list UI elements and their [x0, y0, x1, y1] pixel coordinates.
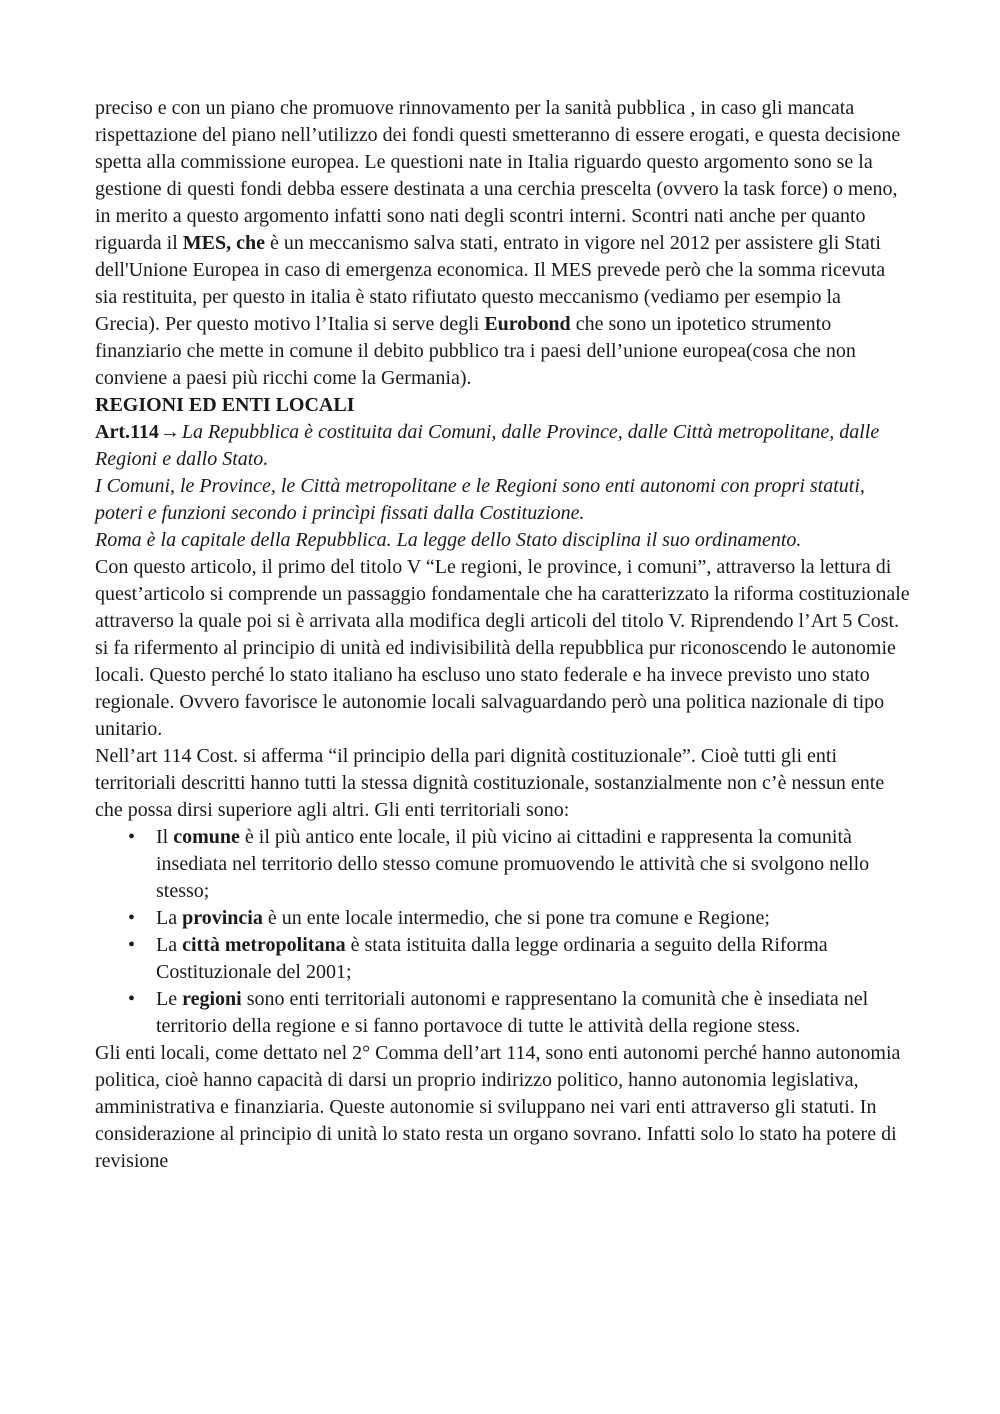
list-item-text: è stata istituita dalla legge ordinaria a seguito della Riforma Costituzionale del 2001; [156, 934, 828, 983]
document-page [95, 95, 910, 1175]
list-item-text: Il [156, 826, 174, 848]
article-114-quote [95, 419, 910, 473]
article-label: Art.114 [95, 421, 159, 443]
bold-term: città metropolitana [182, 934, 346, 956]
list-item-text: Le [156, 988, 183, 1010]
article-text-line1: La Repubblica è costituita dai Comuni, dalle Province, dalle Città metropolitane, dalle Regioni e dallo Stato. [95, 421, 880, 470]
paragraph-pari-dignita: Nell’art 114 Cost. si afferma “il principio della pari dignità costituzionale”. Cioè tutti gli enti territoriali descritti hanno tutti la stessa dignità costituzionale, sostanzialmente non c’è nessun ente che possa dirsi superiore agli altri. Gli enti territoriali sono: [95, 745, 885, 821]
bold-term: regioni [182, 988, 242, 1010]
list-item-text: La [156, 907, 183, 929]
list-item-regioni [128, 986, 910, 1040]
article-text-line2: I Comuni, le Province, le Città metropolitane e le Regioni sono enti autonomi con propri statuti, poteri e funzioni secondo i princìpi fissati dalla Costituzione. [95, 475, 865, 524]
list-item-citta-metropolitana [128, 932, 910, 986]
list-item-provincia [128, 905, 910, 932]
bold-term: provincia [182, 907, 263, 929]
article-text-line3: Roma è la capitale della Repubblica. La legge dello Stato disciplina il suo ordinamento. [95, 529, 802, 551]
list-item-text: è il più antico ente locale, il più vicino ai cittadini e rappresenta la comunità insediata nel territorio dello stesso comune promuovendo le attività che si svolgono nello stesso; [156, 826, 870, 902]
paragraph-autonomie: Gli enti locali, come dettato nel 2° Comma dell’art 114, sono enti autonomi perché hanno autonomia politica, cioè hanno capacità di darsi un proprio indirizzo politico, hanno autonomia legislativa, amministrativa e finanziaria. Queste autonomie si sviluppano nei vari enti attraverso gli statuti. In considerazione al principio di unità lo stato resta un organo sovrano. Infatti solo lo stato ha potere di revisione [95, 1042, 901, 1172]
paragraph-recovery-fund [95, 95, 910, 392]
paragraph-text: che sono un ipotetico strumento finanziario che mette in comune il debito pubblico tra i paesi dell’unione europea(cosa che non conviene a paesi più ricchi come la Germania). [95, 313, 856, 389]
bold-term-eurobond: Eurobond [484, 313, 571, 335]
bullet-icon: • [128, 907, 136, 929]
paragraph-text: preciso e con un piano che promuove rinnovamento per la sanità pubblica , in caso gli mancata rispettazione del piano nell’utilizzo dei fondi questi smetteranno di essere erogati, e questa decisione spetta alla commissione europea. Le questioni nate in Italia riguardo questo argomento sono se la gestione di questi fondi debba essere destinata a una cerchia prescelta (ovvero la task force) o meno, in merito a questo argomento infatti sono nati degli scontri interni. Scontri nati anche per quanto riguarda il [95, 97, 901, 254]
bullet-icon: • [128, 988, 136, 1010]
bold-term-mes: MES, che [182, 232, 265, 254]
list-item-comune [128, 824, 910, 905]
bullet-icon: • [128, 934, 136, 956]
bullet-icon: • [128, 826, 136, 848]
arrow-right-icon: → [159, 421, 180, 443]
list-item-text: La [156, 934, 183, 956]
list-item-text: è un ente locale intermedio, che si pone tra comune e Regione; [262, 907, 770, 929]
paragraph-title-v: Con questo articolo, il primo del titolo V “Le regioni, le province, i comuni”, attraverso la lettura di quest’articolo si comprende un passaggio fondamentale che ha caratterizzato la riforma costituzionale attraverso la quale poi si è arrivata alla modifica degli articoli del titolo V. Riprendendo l’Art 5 Cost. si fa rifermento al principio di unità ed indivisibilità della repubblica pur riconoscendo le autonomie locali. Questo perché lo stato italiano ha escluso uno stato federale e ha invece previsto uno stato regionale. Ovvero favorisce le autonomie locali salvaguardando però una politica nazionale di tipo unitario. [95, 556, 910, 740]
section-heading: REGIONI ED ENTI LOCALI [95, 394, 355, 416]
bold-term: comune [173, 826, 240, 848]
territorial-entities-list [95, 824, 910, 1040]
list-item-text: sono enti territoriali autonomi e rappresentano la comunità che è insediata nel territorio della regione e si fanno portavoce di tutte le attività della regione stess. [156, 988, 869, 1037]
paragraph-text: è un meccanismo salva stati, entrato in vigore nel 2012 per assistere gli Stati dell'Unione Europea in caso di emergenza economica. Il MES prevede però che la somma ricevuta sia restituita, per questo in italia è stato rifiutato questo meccanismo (vediamo per esempio la Grecia). Per questo motivo l’Italia si serve degli [95, 232, 886, 335]
